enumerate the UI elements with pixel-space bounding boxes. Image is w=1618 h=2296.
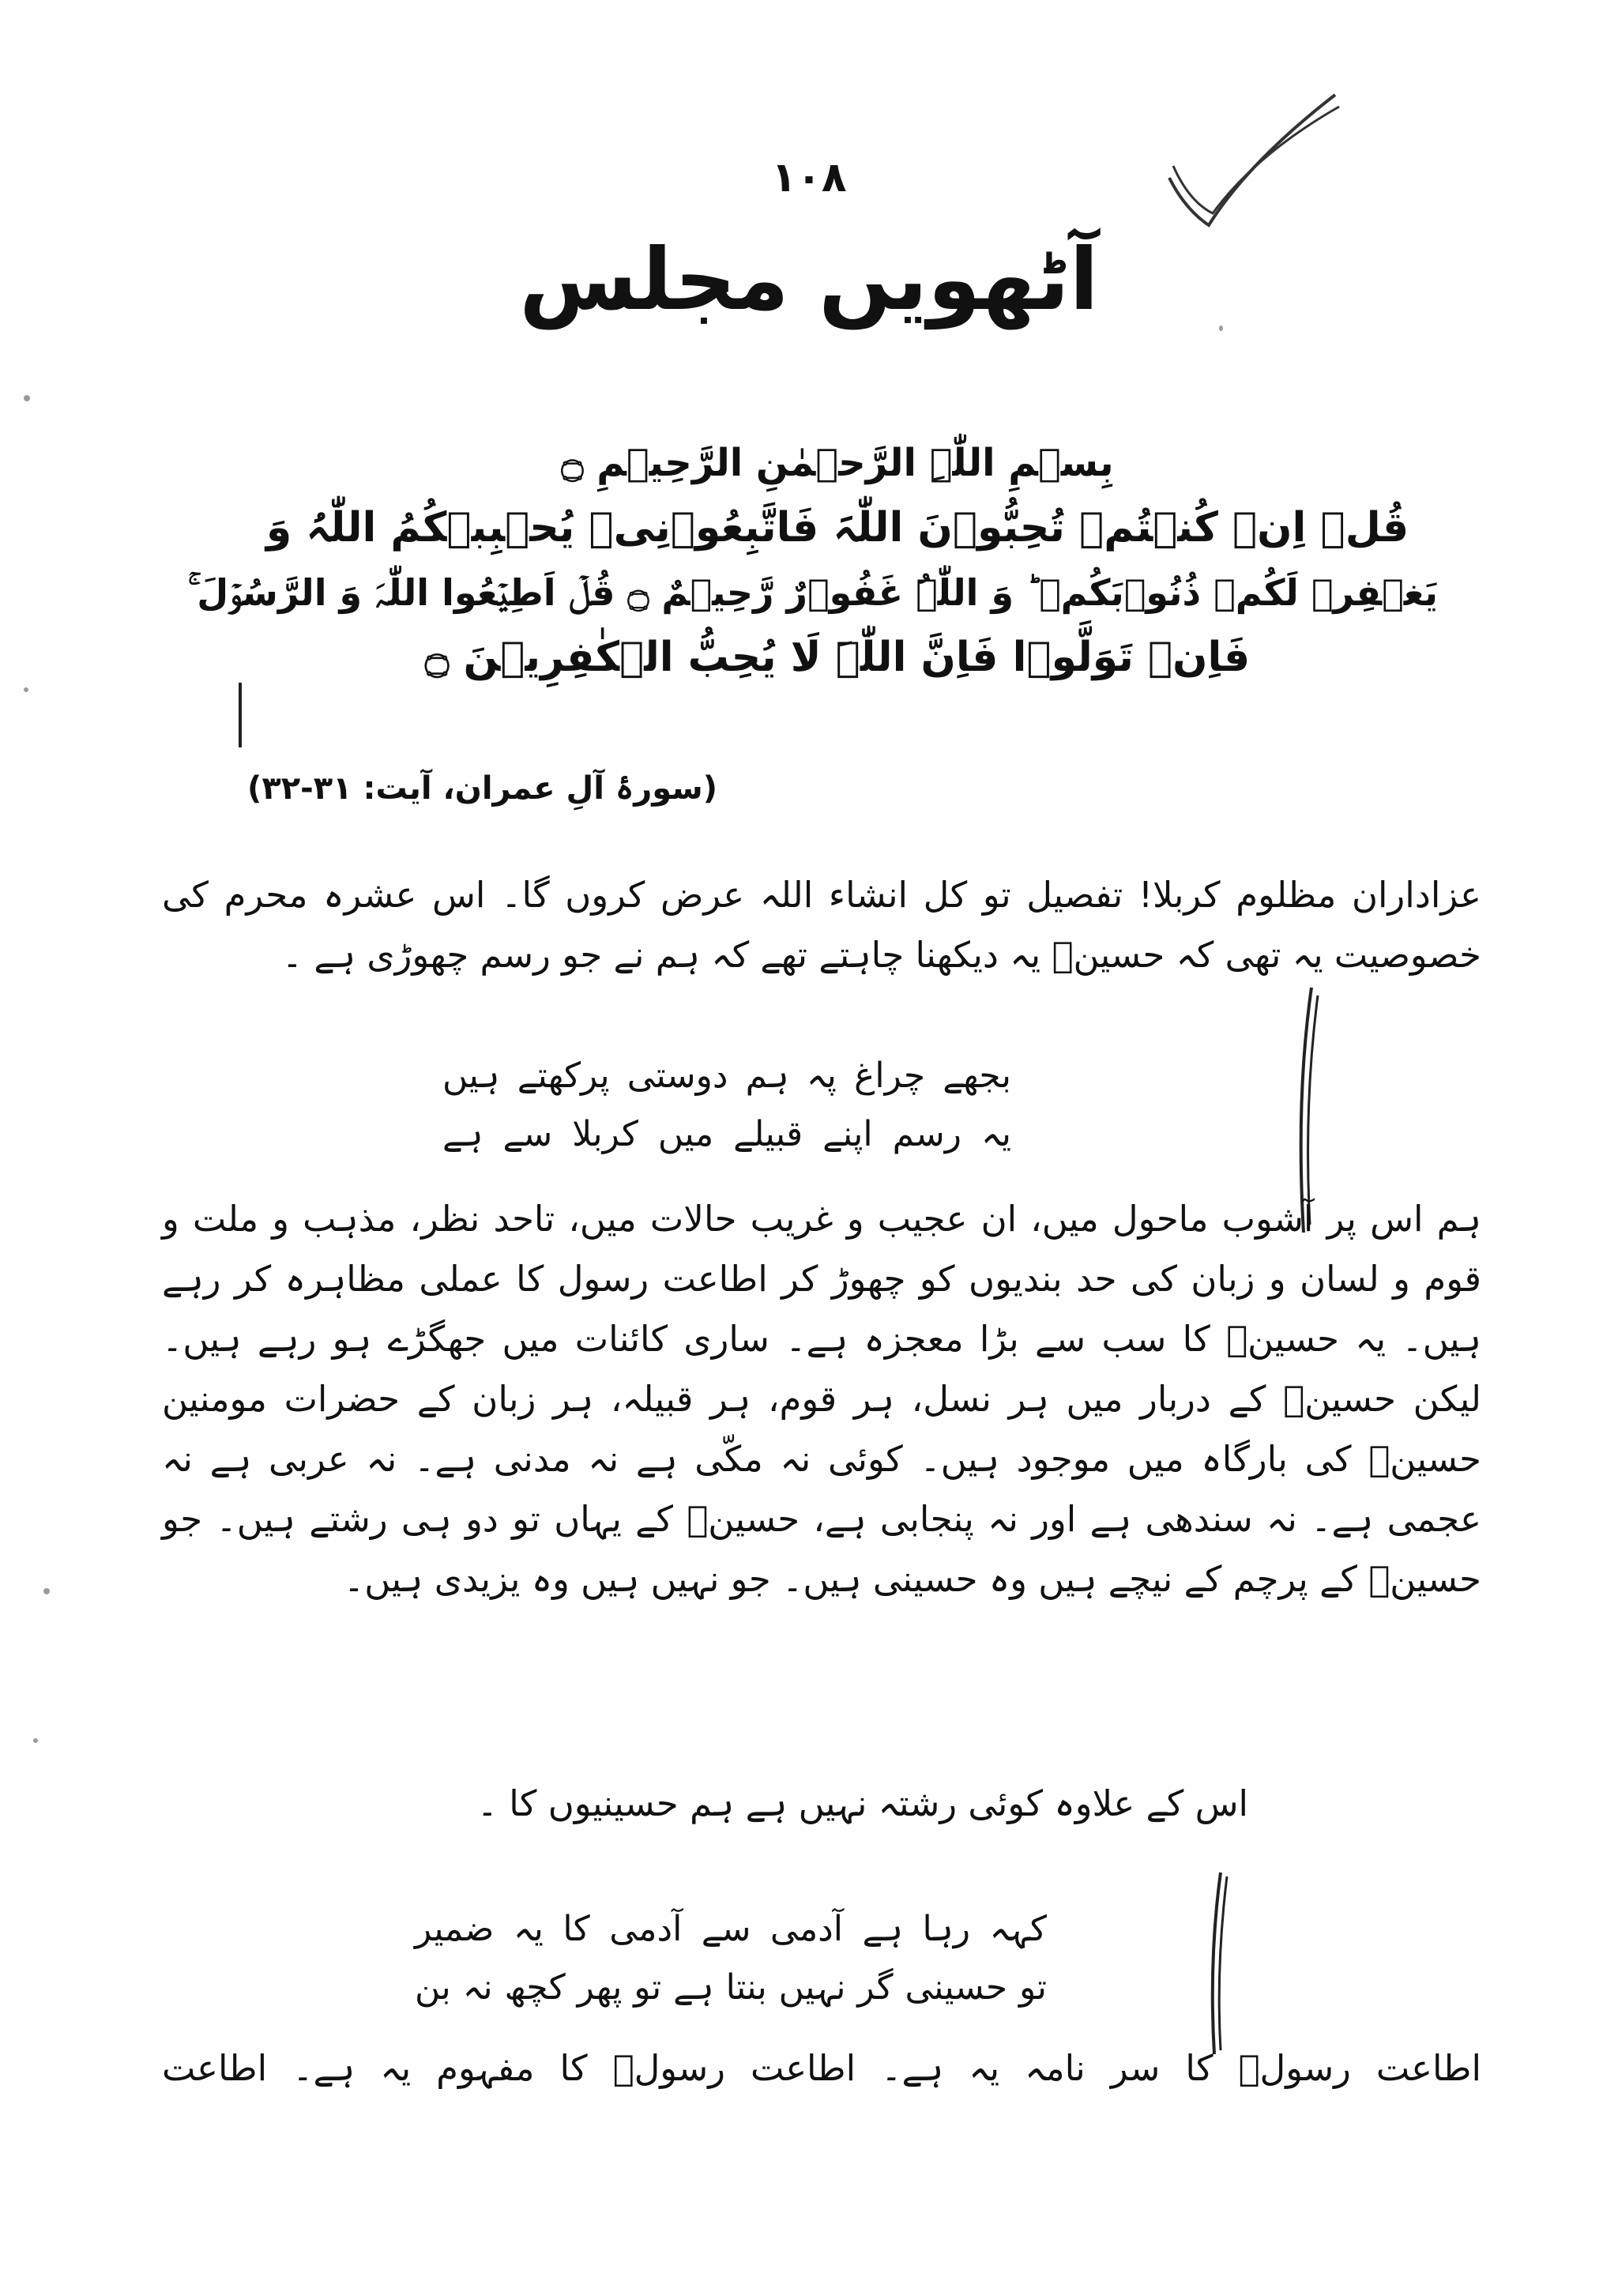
verse-line: یَغۡفِرۡ لَکُمۡ ذُنُوۡبَکُمۡ ؕ وَ اللّٰہُ غَفُوۡرٌ رَّحِیۡمٌ ۝ قُلۡ اَطِیۡعُوا اللّٰہَ وَ الرَّسُوۡلَ ۚ xyxy=(187,571,1438,614)
poem-line: کہہ رہا ہے آدمی سے آدمی کا یہ ضمیر xyxy=(415,1909,1047,1949)
scan-speck xyxy=(24,687,28,692)
paragraph-intro: عزاداران مظلوم کربلا! تفصیل تو کل انشاء اللہ عرض کروں گا۔ اس عشرہ محرم کی خصوصیت یہ تھی کہ حسینؑ یہ دیکھنا چاہتے تھے کہ ہم نے جو رسم چھوڑی ہے ۔ xyxy=(162,874,1481,976)
poem-line: تو حسینی گر نہیں بنتا ہے تو پھر کچھ نہ بن xyxy=(415,1967,1047,2008)
verse-line: بِسۡمِ اللّٰہِ الرَّحۡمٰنِ الرَّحِیۡمِ ۝ xyxy=(561,441,1114,485)
scan-speck xyxy=(33,1738,38,1743)
poem-line: یہ رسم اپنے قبیلے میں کربلا سے ہے xyxy=(442,1114,1011,1154)
scan-speck xyxy=(43,1588,50,1594)
surah-citation: (سورۂ آلِ عمران، آیت: ۳۱-۳۲) xyxy=(247,770,717,807)
paragraph-closing: اطاعت رسولؑ کا سر نامہ یہ ہے۔ اطاعت رسولؑ کا مفہوم یہ ہے۔ اطاعت xyxy=(162,2047,1481,2089)
paragraph-relation: اس کے علاوہ کوئی رشتہ نہیں ہے ہم حسینیوں کا ۔ xyxy=(476,1782,1248,1824)
paragraph-main: ہم اس پر آشوب ماحول میں، ان عجیب و غریب حالات میں، تاحد نظر، مذہب و ملت و قوم و لسان و زبان کی حد بندیوں کو چھوڑ کر اطاعت رسول کا عملی مظاہرہ کر رہے ہیں۔ یہ حسینؑ کا سب سے بڑا معجزہ ہے۔ ساری کائنات میں جھگڑے ہو رہے ہیں۔ لیکن حسینؑ کے دربار میں ہر نسل، ہر قوم، ہر قبیلہ، ہر زبان کے حضرات مومنین حسینؑ کی بارگاہ میں موجود ہیں۔ کوئی نہ مکّی ہے نہ مدنی ہے۔ نہ عربی ہے نہ عجمی ہے۔ نہ سندھی ہے اور نہ پنجابی ہے، حسینؑ کے یہاں تو دو ہی رشتے ہیں۔ جو حسینؑ کے پرچم کے نیچے ہیں وہ حسینی ہیں۔ جو نہیں ہیں وہ یزیدی ہیں۔ xyxy=(162,1198,1481,1600)
poem-couplet-1 xyxy=(442,1047,1011,1164)
margin-bracket-mark xyxy=(1197,1865,1236,2062)
margin-line-mark xyxy=(235,679,245,751)
page-title: آٹھویں مجلس xyxy=(519,231,1099,329)
poem-line: بجھے چراغ پہ ہم دوستی پرکھتے ہیں xyxy=(442,1056,1011,1096)
page-number: ۱۰۸ xyxy=(771,154,847,201)
poem-couplet-2 xyxy=(415,1900,1047,2017)
scan-speck xyxy=(24,395,30,401)
verse-line: قُلۡ اِنۡ کُنۡتُمۡ تُحِبُّوۡنَ اللّٰہَ فَاتَّبِعُوۡنِیۡ یُحۡبِبۡکُمُ اللّٰہُ وَ xyxy=(265,504,1409,551)
check-mark-icon xyxy=(1153,83,1343,241)
verse-line: فَاِنۡ تَوَلَّوۡا فَاِنَّ اللّٰہَ لَا یُحِبُّ الۡکٰفِرِیۡنَ ۝ xyxy=(424,634,1251,681)
quran-verses xyxy=(187,431,1438,690)
